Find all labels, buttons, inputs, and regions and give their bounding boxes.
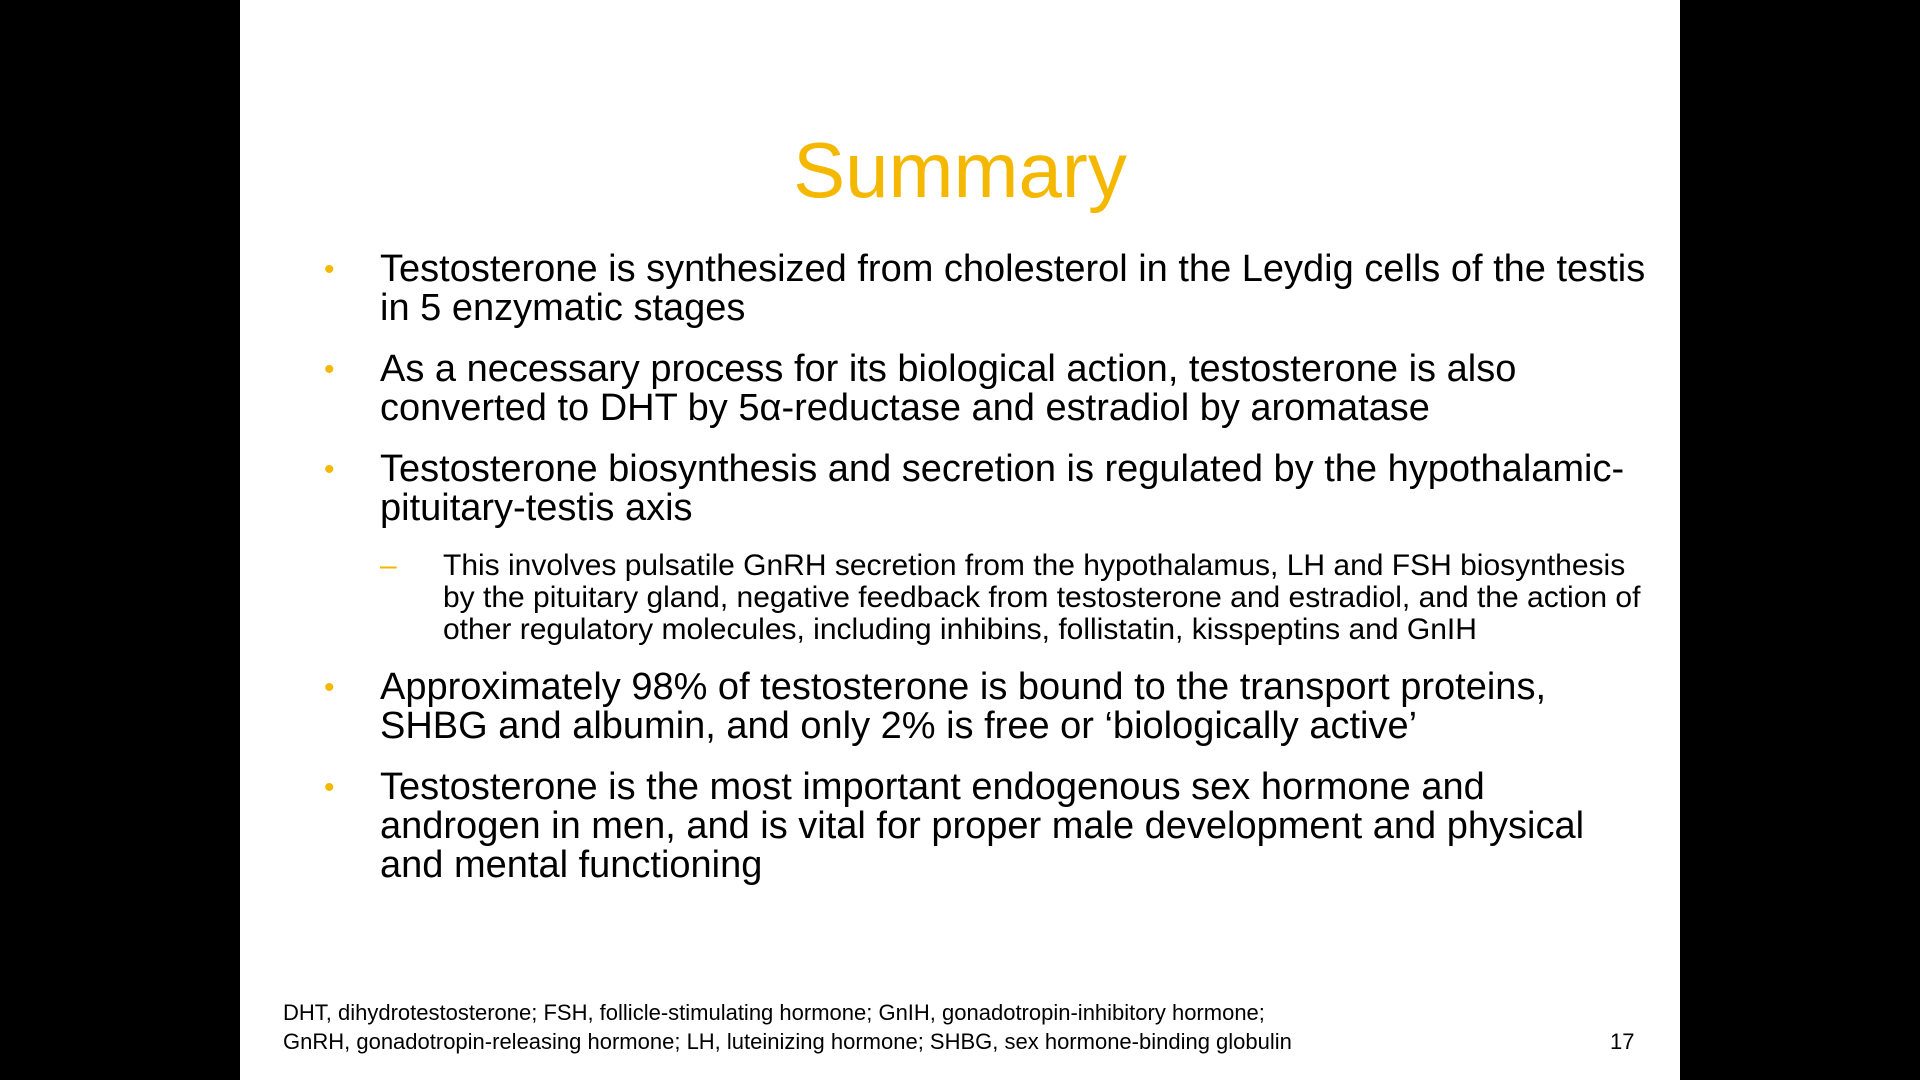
bullet-text: As a necessary process for its biological action, testosterone is also converted to DHT by 5α-reductase and estradiol by aromatase — [380, 348, 1517, 429]
bullet-text: Approximately 98% of testosterone is bound to the transport proteins, SHBG and albumin, and only 2% is free or ‘biologically active’ — [380, 666, 1546, 747]
bullet-item — [320, 668, 1650, 746]
bullet-marker: • — [324, 771, 335, 804]
bullet-text: Testosterone is the most important endogenous sex hormone and androgen in men, and is vital for proper male development and physical and mental functioning — [380, 766, 1585, 886]
footnote — [283, 998, 1483, 1056]
bullet-text: Testosterone biosynthesis and secretion is regulated by the hypothalamic-pituitary-testis axis — [380, 448, 1625, 529]
page-number: 17 — [1610, 1029, 1635, 1054]
bullet-item — [320, 768, 1650, 885]
sub-bullet-item — [320, 550, 1650, 646]
sub-bullet-marker: – — [380, 549, 397, 582]
footnote-line: DHT, dihydrotestosterone; FSH, follicle-stimulating hormone; GnIH, gonadotropin-inhibitory hormone; — [283, 1000, 1265, 1025]
slide-title: Summary — [793, 126, 1127, 214]
bullet-item — [320, 250, 1650, 328]
footnote-line: GnRH, gonadotropin-releasing hormone; LH, luteinizing hormone; SHBG, sex hormone-binding globulin — [283, 1029, 1292, 1054]
slide — [240, 0, 1680, 1080]
bullet-text: Testosterone is synthesized from cholesterol in the Leydig cells of the testis in 5 enzymatic stages — [380, 248, 1646, 329]
bullet-marker: • — [324, 353, 335, 386]
bullet-item — [320, 450, 1650, 528]
bullet-marker: • — [324, 453, 335, 486]
bullet-list — [320, 250, 1650, 907]
bullet-marker: • — [324, 253, 335, 286]
sub-bullet-text: This involves pulsatile GnRH secretion from the hypothalamus, LH and FSH biosynthesis by the pituitary gland, negative feedback from testosterone and estradiol, and the action of other regulatory molecules, including inhibins, follistatin, kisspeptins and GnIH — [443, 549, 1641, 646]
bullet-marker: • — [324, 671, 335, 704]
bullet-item — [320, 350, 1650, 428]
